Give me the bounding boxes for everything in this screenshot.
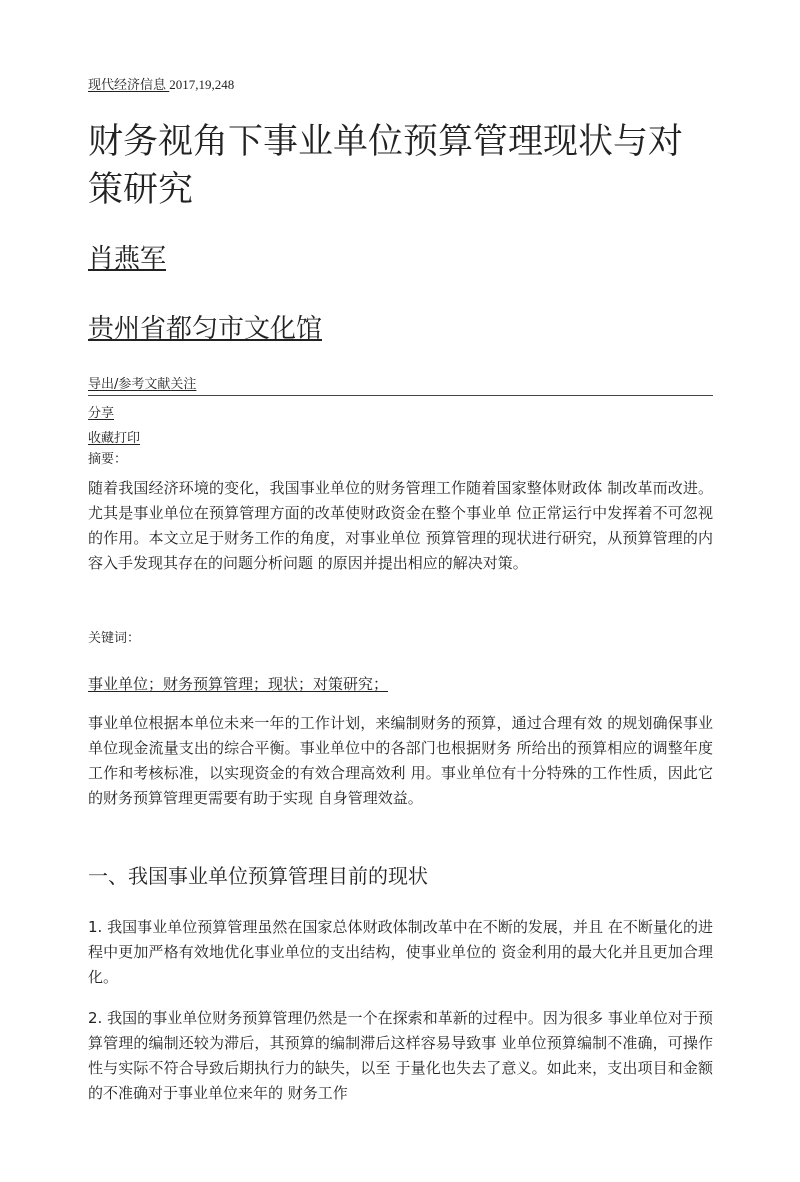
share-link[interactable]: 分享: [88, 406, 115, 421]
actions-row-3: [88, 427, 713, 446]
export-references-link[interactable]: 导出/参考文献: [88, 377, 171, 392]
issue-info: 2017,19,248: [169, 77, 235, 92]
article-title: 财务视角下事业单位预算管理现状与对策研究: [88, 122, 684, 210]
abstract-label: 摘要：: [88, 452, 128, 467]
keywords-label: 关键词：: [88, 631, 141, 646]
actions-row-2: [88, 402, 713, 421]
point-1-paragraph: 1. 我国事业单位预算管理虽然在国家总体财政体制改革中在不断的发展，并且 在不断量化的进程中更加严格有效地优化事业单位的支出结构，使事业单位的 资金利用的最大化并且更加合理化。: [88, 918, 713, 986]
affiliation-link[interactable]: 贵州省都匀市文化馆: [88, 314, 323, 344]
follow-link[interactable]: 关注: [170, 377, 197, 392]
article-actions: [88, 373, 713, 446]
actions-row-1: [88, 373, 713, 396]
intro-paragraph: 事业单位根据本单位未来一年的工作计划，来编制财务的预算，通过合理有效 的规划确保事业单位现金流量支出的综合平衡。事业单位中的各部门也根据财务 所给出的预算相应的调整年度工作和考核标准，以实现资金的有效合理高效利 用。事业单位有十分特殊的工作性质，因此它的财务预算管理更需要有助于实现 自身管理效益。: [88, 714, 713, 807]
author-link[interactable]: 肖燕军: [88, 244, 167, 274]
collect-link[interactable]: 收藏: [88, 431, 115, 446]
point-2-paragraph: 2. 我国的事业单位财务预算管理仍然是一个在探索和革新的过程中。因为很多 事业单位对于预算管理的编制还较为滞后，其预算的编制滞后这样容易导致事 业单位预算编制不准确，可操作性与实际不符合导致后期执行力的缺失，以至 于量化也失去了意义。如此来，支出项目和金额的不准确对于事业单位来年的 财务工作: [88, 1009, 713, 1102]
abstract-text: 随着我国经济环境的变化，我国事业单位的财务管理工作随着国家整体财政体 制改革而改进。尤其是事业单位在预算管理方面的改革使财政资金在整个事业单 位正常运行中发挥着不可忽视的作用。本文立足于财务工作的角度，对事业单位 预算管理的现状进行研究，从预算管理的内容入手发现其存在的问题分析问题 的原因并提出相应的解决对策。: [88, 479, 713, 572]
section-heading-1: 一、我国事业单位预算管理目前的现状: [88, 864, 428, 888]
print-link[interactable]: 打印: [114, 431, 141, 446]
keywords-link[interactable]: 事业单位；财务预算管理；现状；对策研究；: [88, 675, 389, 693]
journal-link[interactable]: 现代经济信息: [88, 77, 170, 92]
source-line: [88, 74, 234, 93]
